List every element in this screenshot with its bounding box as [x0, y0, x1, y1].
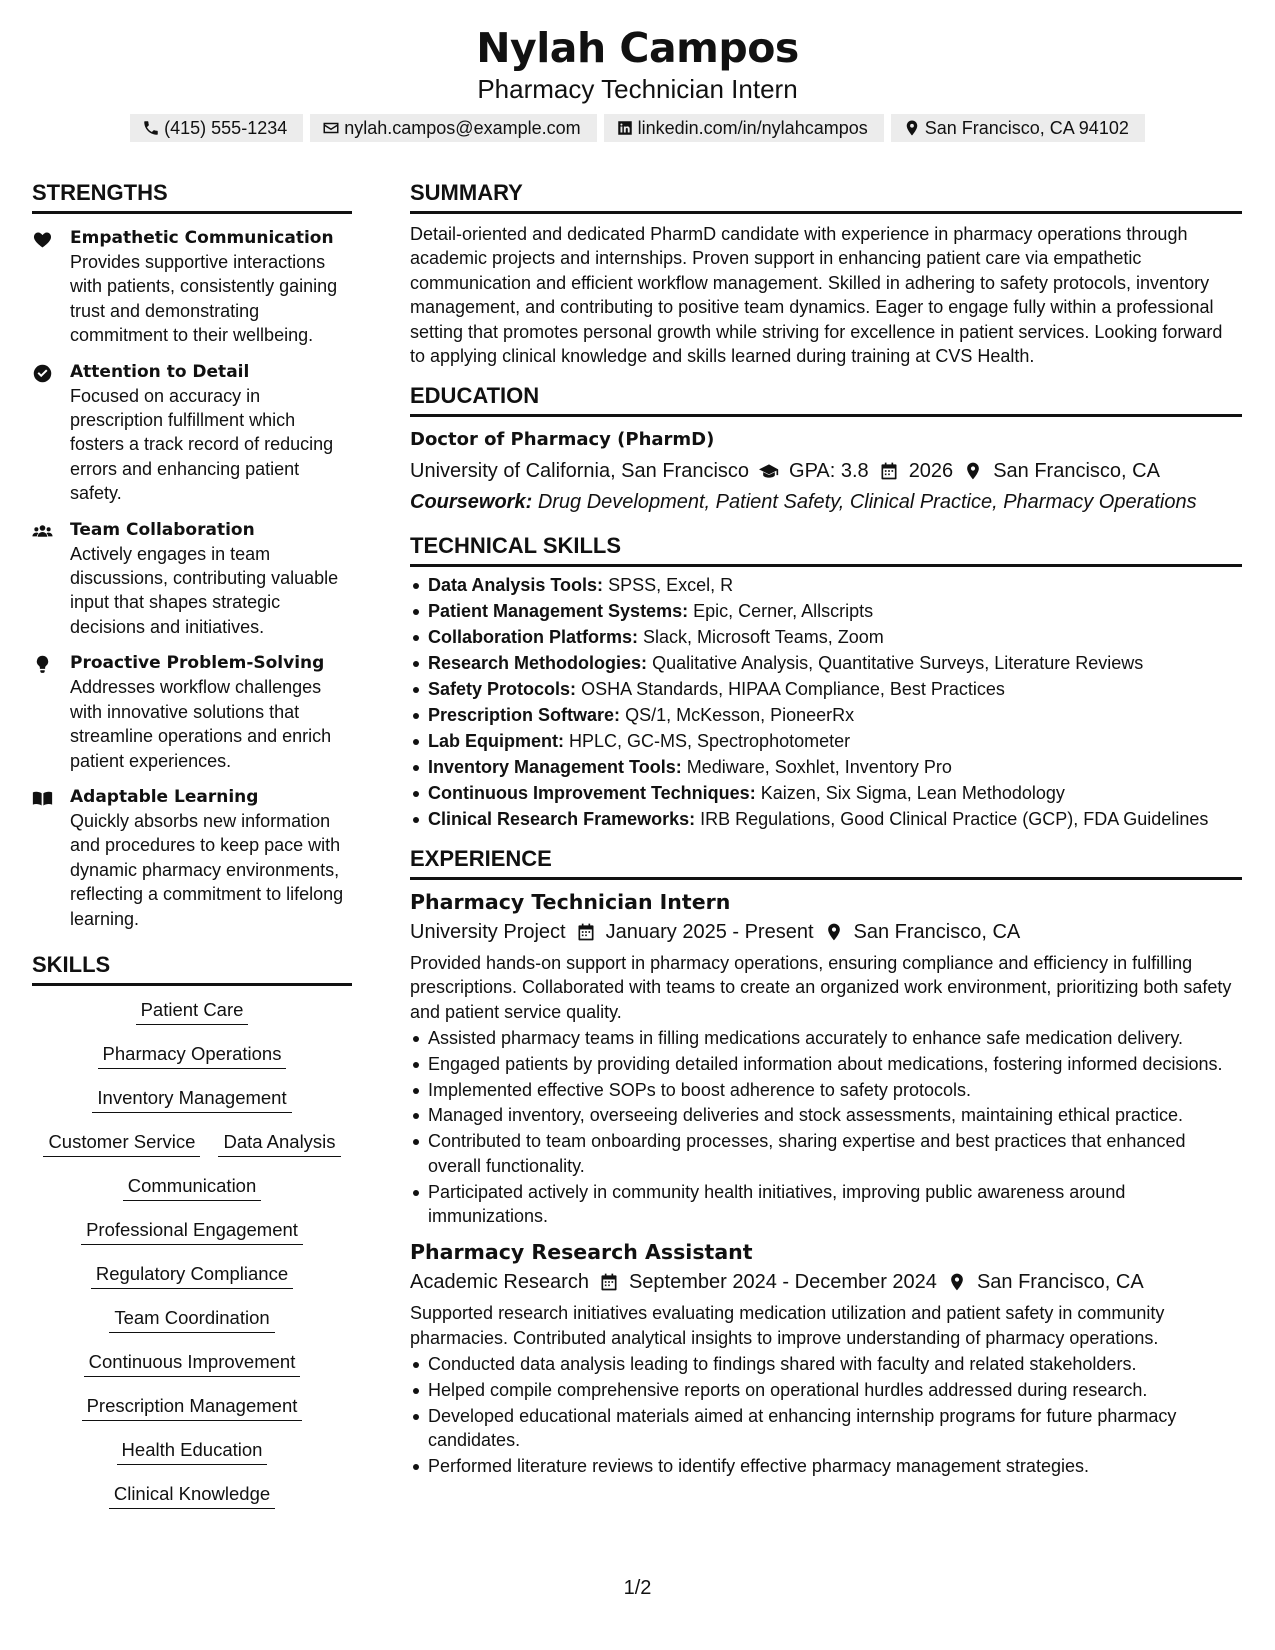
job-location: San Francisco, CA [853, 921, 1021, 943]
education-heading: EDUCATION [410, 382, 1242, 417]
skill-tag: Pharmacy Operations [98, 1042, 287, 1069]
job-meta [410, 918, 1242, 946]
skill-tag: Data Analysis [218, 1130, 340, 1157]
skill-tag: Prescription Management [82, 1394, 303, 1421]
contact-location-text: San Francisco, CA 94102 [924, 118, 1129, 138]
list-item: Developed educational materials aimed at enhancing internship programs for future pharmacy candidates. [410, 1404, 1242, 1453]
resume-header [0, 22, 1275, 142]
calendar-icon [599, 1272, 619, 1292]
candidate-title: Pharmacy Technician Intern [477, 74, 798, 104]
list-item: Prescription Software: QS/1, McKesson, PioneerRx [410, 703, 1242, 727]
heart-icon [32, 229, 53, 250]
list-item: Performed literature reviews to identify effective pharmacy management strategies. [410, 1454, 1242, 1478]
contact-linkedin[interactable] [604, 114, 884, 142]
book-open-icon [32, 788, 53, 809]
list-item: Clinical Research Frameworks: IRB Regulations, Good Clinical Practice (GCP), FDA Guidelines [410, 807, 1242, 831]
contact-location [891, 114, 1145, 142]
users-icon [32, 521, 53, 542]
strength-description: Quickly absorbs new information and procedures to keep pace with dynamic pharmacy environments, reflecting a commitment to lifelong learning. [70, 810, 344, 929]
job-organization: University Project [410, 921, 566, 943]
left-column [32, 179, 352, 1509]
graduation-cap-icon [759, 461, 779, 481]
list-item: Lab Equipment: HPLC, GC-MS, Spectrophotometer [410, 729, 1242, 753]
coursework [410, 488, 1242, 516]
skill-tag: Team Coordination [109, 1306, 274, 1333]
list-item: Helped compile comprehensive reports on operational hurdles addressed during research. [410, 1378, 1242, 1402]
strength-item [32, 785, 352, 931]
strength-item [32, 226, 352, 348]
skill-tag: Communication [123, 1174, 262, 1201]
page-indicator: 1/2 [623, 1577, 652, 1599]
candidate-name: Nylah Campos [476, 24, 799, 72]
map-pin-icon [903, 119, 921, 137]
list-item: Managed inventory, overseeing deliveries and stock assessments, maintaining ethical practice. [410, 1103, 1242, 1127]
experience-heading: EXPERIENCE [410, 845, 1242, 880]
strengths-heading: STRENGTHS [32, 179, 352, 214]
map-pin-icon [963, 461, 983, 481]
skill-tag: Patient Care [136, 998, 249, 1025]
job-organization: Academic Research [410, 1271, 589, 1294]
skill-tag: Continuous Improvement [84, 1350, 301, 1377]
strength-item [32, 651, 352, 773]
strength-title: Attention to Detail [70, 361, 250, 382]
job-summary: Supported research initiatives evaluating medication utilization and patient safety in community pharmacies. Contributed analytical insights to improve understanding of pharmacy operations. [410, 1303, 1165, 1348]
strength-title: Adaptable Learning [70, 786, 259, 807]
contact-email-text: nylah.campos@example.com [344, 118, 581, 138]
strength-title: Team Collaboration [70, 519, 255, 540]
school-name: University of California, San Francisco [410, 460, 750, 483]
skill-tag: Customer Service [43, 1130, 200, 1157]
strength-title: Proactive Problem-Solving [70, 653, 325, 674]
calendar-icon [879, 461, 899, 481]
education-meta [410, 457, 1242, 485]
contact-phone[interactable] [130, 114, 303, 142]
list-item: Data Analysis Tools: SPSS, Excel, R [410, 573, 1242, 597]
envelope-icon [322, 119, 340, 137]
degree-title: Doctor of Pharmacy (PharmD) [410, 429, 715, 451]
strength-description: Provides supportive interactions with patients, consistently gaining trust and demonstrating commitment to their wellbeing. [70, 252, 338, 346]
job-entry [410, 888, 1242, 1228]
list-item: Patient Management Systems: Epic, Cerner, Allscripts [410, 599, 1242, 623]
map-pin-icon [824, 922, 844, 942]
list-item: Participated actively in community health initiatives, improving public awareness around immunizations. [410, 1180, 1242, 1229]
calendar-icon [576, 922, 596, 942]
job-location: San Francisco, CA [976, 1271, 1144, 1294]
list-item: Implemented effective SOPs to boost adherence to safety protocols. [410, 1078, 1242, 1102]
lightbulb-icon [32, 654, 53, 675]
skills-list [32, 998, 352, 1509]
job-dates: January 2025 - Present [605, 921, 814, 943]
job-bullets [410, 1026, 1242, 1229]
job-dates: September 2024 - December 2024 [628, 1271, 937, 1294]
list-item: Contributed to team onboarding processes, sharing expertise and best practices that enhanced overall functionality. [410, 1129, 1242, 1178]
coursework-list: Drug Development, Patient Safety, Clinical Practice, Pharmacy Operations [537, 491, 1197, 514]
strength-description: Addresses workflow challenges with innovative solutions that streamline operations and enrich patient experiences. [70, 677, 332, 771]
job-title: Pharmacy Research Assistant [410, 1240, 753, 1265]
skill-tag: Inventory Management [92, 1086, 291, 1113]
list-item: Safety Protocols: OSHA Standards, HIPAA Compliance, Best Practices [410, 677, 1242, 701]
skill-tag: Regulatory Compliance [91, 1262, 293, 1289]
linkedin-icon [616, 119, 634, 137]
contact-phone-text: (415) 555-1234 [164, 118, 288, 138]
job-bullets [410, 1352, 1242, 1479]
list-item: Collaboration Platforms: Slack, Microsoft Teams, Zoom [410, 625, 1242, 649]
phone-icon [142, 119, 160, 137]
check-circle-icon [32, 363, 53, 384]
strength-description: Actively engages in team discussions, contributing valuable input that shapes strategic decisions and initiatives. [70, 543, 339, 637]
job-title: Pharmacy Technician Intern [410, 890, 731, 914]
coursework-label: Coursework: [410, 491, 533, 514]
gpa-value: GPA: 3.8 [789, 460, 869, 483]
list-item: Assisted pharmacy teams in filling medications accurately to enhance safe medication delivery. [410, 1026, 1242, 1050]
list-item: Engaged patients by providing detailed information about medications, fostering informed decisions. [410, 1052, 1242, 1076]
skill-tag: Health Education [117, 1438, 268, 1465]
contact-linkedin-text: linkedin.com/in/nylahcampos [637, 118, 868, 138]
summary-text: Detail-oriented and dedicated PharmD candidate with experience in pharmacy operations through academic projects and internships. Proven support in enhancing patient care via empathetic communication and efficient workflow management. Skilled in adhering to safety protocols, inventory management, and contributing to positive team dynamics. Eager to engage fully within a professional setting that promotes personal growth while striving for excellence in patient services. Looking forward to applying clinical knowledge and skills learned during training at CVS Health. [410, 224, 1223, 367]
skill-tag: Professional Engagement [81, 1218, 303, 1245]
technical-skills-heading: TECHNICAL SKILLS [410, 532, 1242, 567]
list-item: Inventory Management Tools: Mediware, Soxhlet, Inventory Pro [410, 755, 1242, 779]
strength-description: Focused on accuracy in prescription fulfillment which fosters a track record of reducing errors and enhancing patient safety. [70, 385, 334, 504]
strength-item [32, 518, 352, 640]
contact-email[interactable] [310, 114, 596, 142]
education-location: San Francisco, CA [993, 460, 1160, 483]
job-meta [410, 1268, 1242, 1296]
job-summary: Provided hands-on support in pharmacy operations, ensuring compliance and efficiency in fulfilling prescriptions. Collaborated with teams to create an organized work environment, prioritizing both safety and patient service quality. [410, 953, 1232, 1022]
strength-item [32, 360, 352, 506]
map-pin-icon [947, 1272, 967, 1292]
graduation-year: 2026 [908, 460, 954, 483]
right-column [410, 179, 1242, 1478]
job-entry [410, 1238, 1242, 1478]
list-item: Research Methodologies: Qualitative Analysis, Quantitative Surveys, Literature Reviews [410, 651, 1242, 675]
summary-heading: SUMMARY [410, 179, 1242, 214]
list-item: Continuous Improvement Techniques: Kaizen, Six Sigma, Lean Methodology [410, 781, 1242, 805]
technical-skills-list [410, 573, 1242, 831]
skills-heading: SKILLS [32, 951, 352, 986]
skill-tag: Clinical Knowledge [109, 1482, 275, 1509]
list-item: Conducted data analysis leading to findings shared with faculty and related stakeholders. [410, 1352, 1242, 1376]
strength-title: Empathetic Communication [70, 228, 334, 248]
contact-bar [0, 114, 1275, 142]
